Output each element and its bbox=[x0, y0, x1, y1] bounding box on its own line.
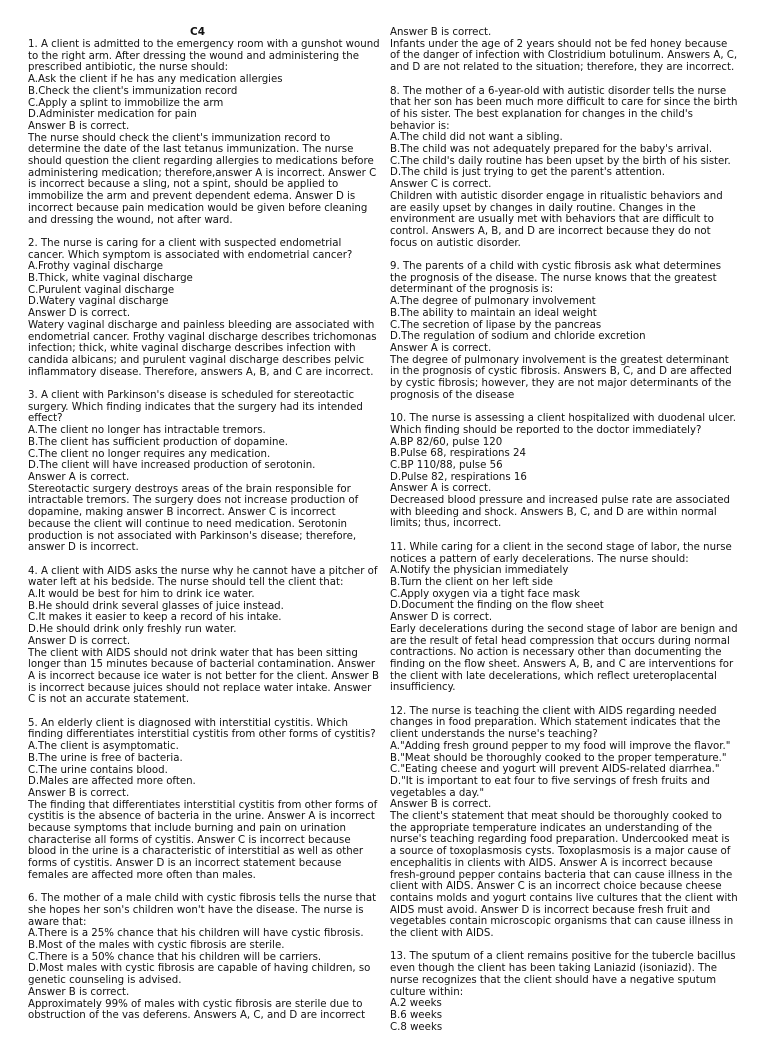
correct-answer: Answer B is correct. bbox=[28, 787, 130, 799]
question-text: 10. The nurse is assessing a client hospitalized with duodenal ulcer. Which finding should be reported to the doctor immediately? bbox=[390, 413, 740, 436]
answer-option: A.It would be best for him to drink ice water. bbox=[28, 589, 255, 600]
answer-option: D.Males are affected more often. bbox=[28, 776, 196, 788]
question-block bbox=[390, 27, 741, 74]
question-text: 8. The mother of a 6-year-old with autistic disorder tells the nurse that her son has been much more difficult to care for since the birth of his sister. The best explanation for changes in the child's behavior is: bbox=[390, 85, 741, 132]
rationale-text: The nurse should check the client's immunization record to determine the date of the last tetanus immunization. The nurse should question the client regarding allergies to medications before administering medication; therefore,answer A is incorrect. Answer C is incorrect because a sling, not a spint, should be applied to immobilize the arm and prevent dependent edema. Answer D is incorrect because pain medication would be given before cleaning and dressing the wound, not after ward. bbox=[28, 132, 380, 226]
correct-answer: Answer A is correct. bbox=[390, 483, 492, 495]
answer-option: C.8 weeks bbox=[390, 1021, 443, 1033]
question-text: 9. The parents of a child with cystic fibrosis ask what determines the prognosis of the disease. The nurse knows that the greatest determinant of the prognosis is: bbox=[390, 261, 725, 296]
answer-option: A."Adding fresh ground pepper to my food will improve the flavor." bbox=[390, 740, 731, 752]
correct-answer: Answer A is correct. bbox=[390, 342, 492, 354]
answer-option: A.Ask the client if he has any medication allergies bbox=[28, 74, 283, 86]
rationale-text: Stereotactic surgery destroys areas of the brain responsible for intractable tremors. The surgery does not increase production of dopamine, making answer B incorrect. Answer C is incorrect because the client will continue to need medication. Serotonin production is not associated with Parkinson's disease; therefore, answer D is incorrect. bbox=[28, 483, 362, 554]
answer-option: A.Notify the physician immediately bbox=[390, 565, 569, 577]
answer-option: B.The client has sufficient production of dopamine. bbox=[28, 436, 289, 448]
question-block bbox=[390, 261, 738, 401]
answer-option: D."It is important to eat four to five servings of fresh fruits and vegetables a day." bbox=[390, 775, 714, 799]
answer-option: A.2 weeks bbox=[390, 998, 442, 1010]
right-column bbox=[390, 27, 742, 1045]
answer-option: B.Pulse 68, respirations 24 bbox=[390, 448, 527, 460]
rationale-text: The finding that differentiates interstitial cystitis from other forms of cystitis is the absence of bacteria in the urine. Answer A is incorrect because symptoms that include burning and pain on urination characterise all forms of cystitis. Answer C is incorrect because blood in the urine is a characteristic of interstitial as well as other forms of cystitis. Answer D is an incorrect statement because females are affected more often than males. bbox=[28, 799, 381, 881]
answer-option: A.Frothy vaginal discharge bbox=[28, 261, 164, 273]
question-text: 5. An elderly client is diagnosed with interstitial cystitis. Which finding differentiates interstitial cystitis from other forms of cystitis? bbox=[28, 717, 376, 741]
answer-option: B.Thick, white vaginal discharge bbox=[28, 273, 193, 285]
answer-option: C.Apply a splint to immobilize the arm bbox=[28, 97, 224, 109]
rationale-text: The client's statement that meat should be thoroughly cooked to the appropriate temperature indicates an understanding of the nurse's teaching regarding food preparation. Undercooked meat is a source of toxoplasmosis cysts. Toxoplasmosis is a major cause of encephalitis in clients with AIDS. Answer A is incorrect because fresh-ground pepper contains bacteria that can cause illness in the client with AIDS. Answer C is an incorrect choice because cheese contains molds and yogurt contains live cultures that the client with AIDS must avoid. Answer D is incorrect because fresh fruit and vegetables contain microscopic organisms that can cause illness in the client with AIDS. bbox=[390, 811, 742, 940]
correct-answer: Answer D is correct. bbox=[390, 612, 493, 624]
answer-option: D.Administer medication for pain bbox=[28, 109, 197, 121]
rationale-text: Infants under the age of 2 years should not be fed honey because of the danger of infection with Clostridium botulinum. Answers A, C, and D are not related to the situation; therefore, they are incorrect. bbox=[390, 38, 741, 74]
answer-option: C.The child's daily routine has been upset by the birth of his sister. bbox=[390, 155, 731, 167]
answer-option: D.Document the finding on the flow sheet bbox=[390, 600, 604, 612]
question-block bbox=[390, 541, 741, 694]
answer-option: C.There is a 50% chance that his children will be carriers. bbox=[28, 951, 322, 963]
question-text: 11. While caring for a client in the second stage of labor, the nurse notices a pattern of early decelerations. The nurse should: bbox=[390, 541, 736, 565]
question-block bbox=[390, 705, 742, 940]
answer-option: C.BP 110/88, pulse 56 bbox=[390, 459, 503, 471]
answer-option: A.There is a 25% chance that his children will have cystic fibrosis. bbox=[28, 928, 364, 940]
rationale-text: Approximately 99% of males with cystic fibrosis are sterile due to obstruction of the vas deferens. Answers A, C, and D are incorrect bbox=[28, 998, 366, 1022]
answer-option: C."Eating cheese and yogurt will prevent AIDS-related diarrhea." bbox=[390, 764, 720, 776]
answer-option: B.Turn the client on her left side bbox=[390, 576, 553, 588]
answer-option: D.Watery vaginal discharge bbox=[28, 296, 169, 308]
correct-answer: Answer B is correct. bbox=[28, 120, 130, 132]
answer-option: C.Purulent vaginal discharge bbox=[28, 284, 175, 296]
rationale-text: Decreased blood pressure and increased pulse rate are associated with bleeding and shock. Answers B, C, and D are within normal limits; thus, incorrect. bbox=[390, 495, 734, 530]
question-block bbox=[28, 238, 380, 378]
correct-answer: Answer D is correct. bbox=[28, 635, 131, 647]
rationale-text: Watery vaginal discharge and painless bleeding are associated with endometrial cancer. Frothy vaginal discharge describes trichomonas infection; thick, white vaginal discharge describes infection with candida albicans; and purulent vaginal discharge describes pelvic inflammatory disease. Therefore, answers A, B, and C are incorrect. bbox=[28, 319, 380, 378]
question-text: 4. A client with AIDS asks the nurse why he cannot have a pitcher of water left at his bedside. The nurse should tell the client that: bbox=[28, 565, 381, 589]
answer-option: B.6 weeks bbox=[390, 1009, 443, 1021]
question-block bbox=[28, 718, 380, 882]
answer-option: C.It makes it easier to keep a record of his intake. bbox=[28, 612, 282, 624]
page-title: C4 bbox=[189, 26, 205, 38]
correct-answer: Answer B is correct. bbox=[390, 27, 492, 38]
answer-option: A.The child did not want a sibling. bbox=[390, 132, 563, 144]
question-block bbox=[390, 951, 738, 1033]
question-block bbox=[28, 39, 383, 226]
answer-option: A.The client no longer has intractable tremors. bbox=[28, 425, 266, 437]
rationale-text: The client with AIDS should not drink water that has been sitting longer than 15 minutes because of bacterial contamination. Answer A is incorrect because ice water is not better for the client. Answer B is incorrect because juices should not replace water intake. Answer C is not an accurate statement. bbox=[28, 647, 383, 706]
answer-option: B.The child was not adequately prepared for the baby's arrival. bbox=[390, 144, 713, 156]
answer-option: B.The urine is free of bacteria. bbox=[28, 752, 183, 764]
correct-answer: Answer B is correct. bbox=[28, 986, 130, 998]
answer-option: D.The regulation of sodium and chloride excretion bbox=[390, 331, 646, 343]
answer-option: D.He should drink only freshly run water. bbox=[28, 624, 237, 636]
rationale-text: Early decelerations during the second stage of labor are benign and are the result of fetal head compression that occurs during normal contractions. No action is necessary other than documenting the finding on the flow sheet. Answers A, B, and C are interventions for the client with late decelerations, which reflect ureteroplacental insufficiency. bbox=[390, 623, 741, 694]
question-block bbox=[390, 413, 738, 530]
rationale-text: The degree of pulmonary involvement is the greatest determinant in the prognosis of cystic fibrosis. Answers B, C, and D are affected by cystic fibrosis; however, they are not major determinants of the prognosis of the disease bbox=[390, 354, 736, 401]
answer-option: B."Meat should be thoroughly cooked to the proper temperature." bbox=[390, 752, 727, 764]
question-text: 2. The nurse is caring for a client with suspected endometrial cancer. Which symptom is associated with endometrial cancer? bbox=[28, 237, 353, 261]
answer-option: B.The ability to maintain an ideal weight bbox=[390, 307, 597, 319]
question-text: 13. The sputum of a client remains positive for the tubercle bacillus even though the client has been taking Laniazid (isoniazid). The nurse recognizes that the client should have a negative sputum culture within: bbox=[390, 951, 739, 998]
question-text: 6. The mother of a male child with cystic fibrosis tells the nurse that she hopes her son's children won't have the disease. The nurse is aware that: bbox=[28, 893, 380, 928]
answer-option: A.The client is asymptomatic. bbox=[28, 741, 179, 753]
question-block bbox=[28, 390, 380, 554]
answer-option: D.The client will have increased production of serotonin. bbox=[28, 460, 316, 472]
answer-option: D.Most males with cystic fibrosis are capable of having children, so genetic counseling is advised. bbox=[28, 963, 374, 987]
answer-option: B.Most of the males with cystic fibrosis are sterile. bbox=[28, 940, 285, 952]
answer-option: D.Pulse 82, respirations 16 bbox=[390, 471, 527, 483]
rationale-text: Children with autistic disorder engage in ritualistic behaviors and are easily upset by changes in daily routine. Changes in the environment are usually met with behaviors that are difficult to control. Answers A, B, and D are incorrect because they do not focus on autistic disorder. bbox=[390, 190, 726, 249]
question-block bbox=[28, 893, 380, 1022]
answer-option: C.The client no longer requires any medication. bbox=[28, 448, 271, 460]
question-block bbox=[28, 565, 383, 706]
answer-option: A.BP 82/60, pulse 120 bbox=[390, 436, 503, 448]
question-text: 1. A client is admitted to the emergency room with a gunshot wound to the right arm. After dressing the wound and administering the prescribed antibiotic, the nurse should: bbox=[28, 39, 383, 74]
answer-option: C.The urine contains blood. bbox=[28, 764, 168, 776]
answer-option: D.The child is just trying to get the parent's attention. bbox=[390, 167, 665, 179]
answer-option: C.Apply oxygen via a tight face mask bbox=[390, 588, 580, 600]
correct-answer: Answer B is correct. bbox=[390, 799, 492, 811]
left-column bbox=[28, 39, 383, 1034]
correct-answer: Answer D is correct. bbox=[28, 308, 131, 320]
question-text: 3. A client with Parkinson's disease is scheduled for stereotactic surgery. Which finding indicates that the surgery had its intended effect? bbox=[28, 390, 367, 425]
question-text: 12. The nurse is teaching the client with AIDS regarding needed changes in food preparation. Which statement indicates that the client understands the nurse's teaching? bbox=[390, 705, 724, 741]
answer-option: C.The secretion of lipase by the pancreas bbox=[390, 319, 602, 331]
correct-answer: Answer C is correct. bbox=[390, 179, 492, 191]
answer-option: A.The degree of pulmonary involvement bbox=[390, 296, 596, 308]
answer-option: B.Check the client's immunization record bbox=[28, 85, 238, 97]
answer-option: B.He should drink several glasses of juice instead. bbox=[28, 600, 284, 612]
correct-answer: Answer A is correct. bbox=[28, 471, 130, 483]
question-block bbox=[390, 85, 741, 250]
